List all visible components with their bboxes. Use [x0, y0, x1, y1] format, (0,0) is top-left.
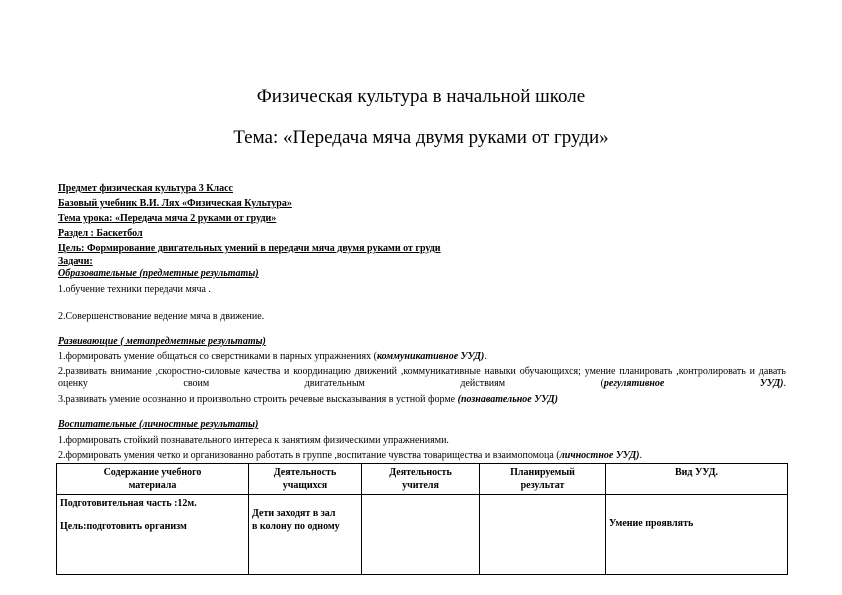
developing-item-1-note: коммуникативное УУД)	[376, 351, 485, 362]
upbringing-item-2-text: 2.формировать умения четко и организованно работать в группе ,воспитание чувства товарищества и взаимопомоца (	[58, 450, 560, 461]
table-header-row	[57, 464, 788, 495]
cell-students-line1: Дети заходят в зал	[252, 508, 336, 519]
lesson-topic-title: Тема: «Передача мяча двумя руками от груди»	[233, 127, 609, 148]
textbook-line: Базовый учебник В.И. Лях «Физическая Культура»	[58, 198, 292, 209]
cell-result	[480, 495, 606, 575]
upbringing-item-2	[58, 450, 642, 462]
cell-uud	[606, 495, 788, 575]
header-result-line2: результат	[520, 480, 565, 491]
developing-item-2-text: 2.развивать внимание ,скоростно-силовые качества и координацию движений ,коммуникативные навыки обучающихся; умение планировать ,контролировать и давать оценку своим двигательным действиям (	[58, 366, 786, 389]
cell-content-line2: Цель:подготовить организм	[60, 521, 187, 532]
cell-students	[249, 495, 362, 575]
developing-item-3-note: (познавательное УУД)	[457, 394, 558, 405]
developing-item-1-end: .	[484, 351, 487, 362]
page-title: Физическая культура в начальной школе	[256, 86, 586, 107]
header-uud-line1: Вид УУД.	[674, 467, 719, 478]
upbringing-item-2-end: .	[639, 450, 643, 461]
developing-heading: Развивающие ( метапредметные результаты)	[58, 336, 266, 347]
header-students-line1: Деятельность	[273, 467, 337, 478]
header-uud	[606, 464, 788, 495]
educational-item-1: 1.обучение техники передачи мяча .	[58, 284, 211, 295]
cell-students-line2: в колону по одному	[252, 521, 340, 532]
section-line: Раздел : Баскетбол	[58, 228, 143, 239]
subject-line: Предмет физическая культура 3 Класс	[58, 183, 233, 194]
tasks-label: Задачи:	[58, 256, 93, 267]
header-students	[249, 464, 362, 495]
header-students-line2: учащихся	[282, 480, 328, 491]
cell-content	[57, 495, 249, 575]
developing-item-3-text: 3.развивать умение осознанно и произвольно строить речевые высказывания в устной форме	[58, 394, 458, 405]
header-content-line1: Содержание учебного	[103, 467, 202, 478]
developing-item-2-note: регулятивное УУД)	[603, 378, 784, 389]
developing-item-1	[58, 351, 487, 363]
cell-uud-line1: Умение проявлять	[609, 518, 694, 529]
table-row	[57, 495, 788, 575]
lesson-topic-line: Тема урока: «Передача мяча 2 руками от груди»	[58, 213, 277, 224]
upbringing-item-2-note: личностное УУД)	[559, 450, 640, 461]
goal-line: Цель: Формирование двигательных умений в передачи мяча двумя руками от груди	[58, 243, 441, 254]
upbringing-item-1: 1.формировать стойкий познавательного интереса к занятиям физическими упражнениями.	[58, 435, 449, 446]
cell-content-line1: Подготовительная часть :12м.	[60, 498, 197, 509]
header-result	[480, 464, 606, 495]
lesson-plan-table	[56, 463, 788, 575]
header-teacher	[362, 464, 480, 495]
header-content	[57, 464, 249, 495]
developing-item-3	[58, 394, 558, 406]
cell-teacher	[362, 495, 480, 575]
header-content-line2: материала	[128, 480, 177, 491]
educational-item-2: 2.Совершенствование ведение мяча в движение.	[58, 311, 265, 322]
header-teacher-line1: Деятельность	[389, 467, 452, 478]
developing-item-2	[58, 366, 786, 390]
upbringing-heading: Воспитательные (личностные результаты)	[58, 419, 259, 430]
developing-item-2-end: .	[783, 378, 786, 389]
header-teacher-line2: учителя	[402, 480, 439, 491]
educational-heading: Образовательные (предметные результаты)	[58, 268, 259, 279]
header-result-line1: Планируемый	[510, 467, 575, 478]
developing-item-1-text: 1.формировать умение общаться со сверстниками в парных упражнениях (	[58, 351, 377, 362]
